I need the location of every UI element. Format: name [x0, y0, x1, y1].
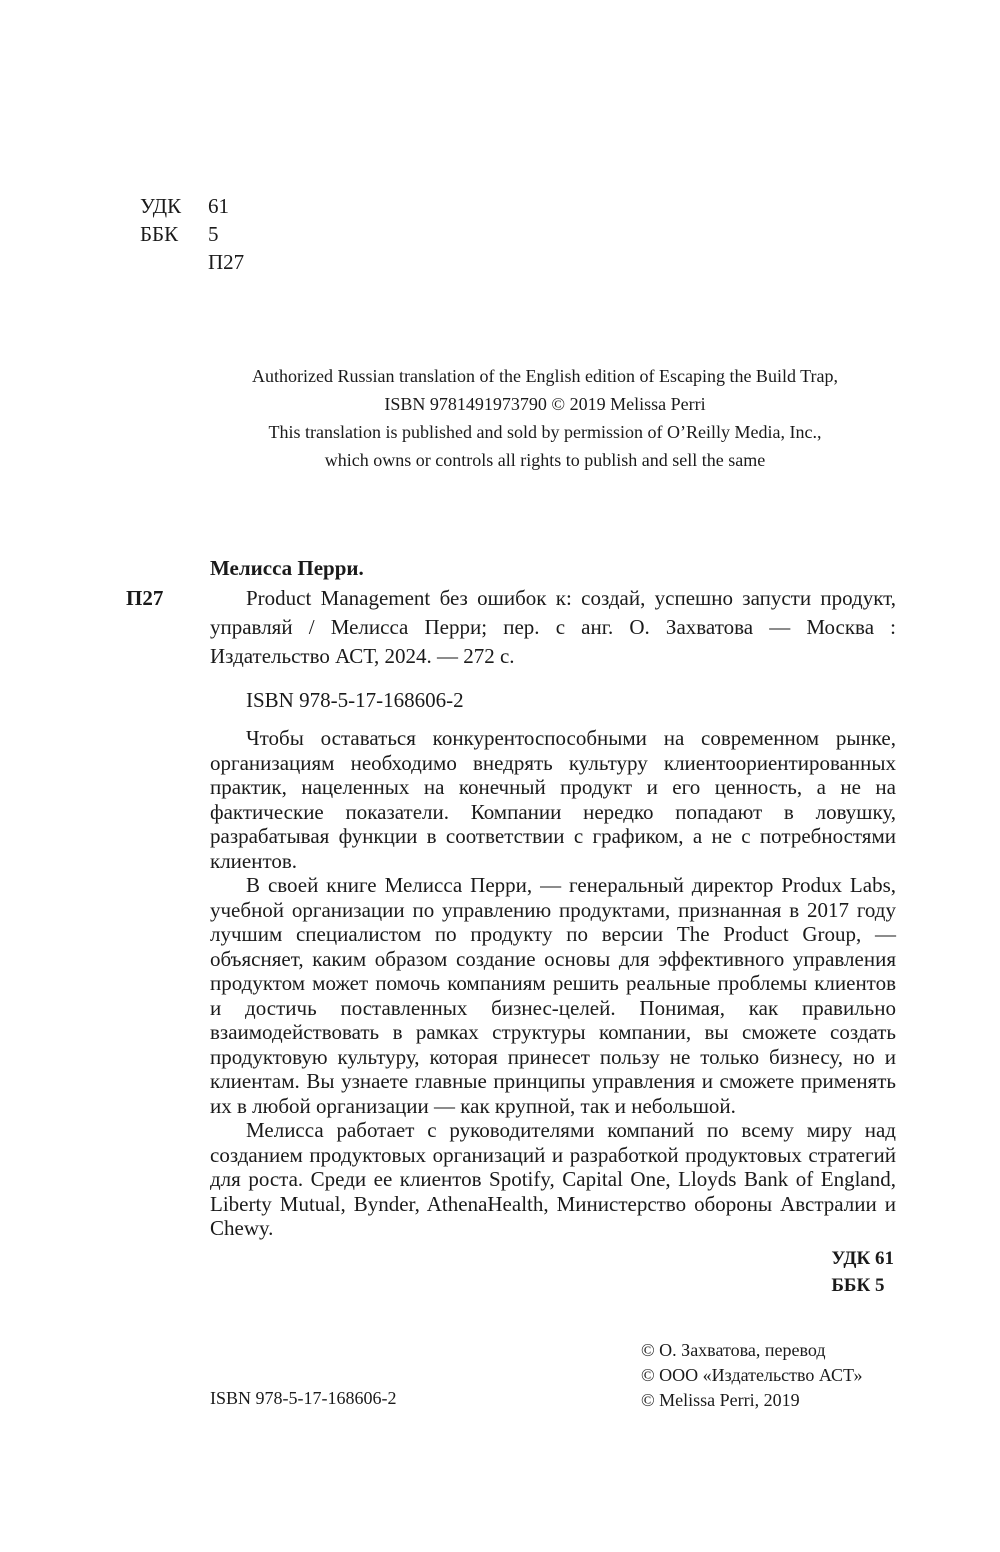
entry-title: Product Management без ошибок к: создай, успешно запусти продукт, управляй / Мелисса Перри; пер. с анг. О. Захватова — Москва : Издательство АСТ, 2024. — 272 с.: [210, 586, 896, 668]
annotation-paragraph-1: Чтобы оставаться конкурентоспособными на современном рынке, организациям необходимо внедрять культуру клиентоориентированных практик, нацеленных на конечный продукт и его ценность, а не на фактические показатели. Компании нередко попадают в ловушку, разрабатывая функции в соответствии с графиком, а не с потребностями клиентов.: [210, 726, 896, 873]
copyright-block: [641, 1338, 863, 1413]
footer-udk: УДК 61: [831, 1248, 894, 1269]
annotation: [210, 726, 896, 1241]
bbk-value: 5: [208, 222, 219, 246]
bottom-isbn: ISBN 978-5-17-168606-2: [210, 1388, 397, 1408]
entry-isbn: ISBN 978-5-17-168606-2: [246, 688, 464, 712]
udk-value: 61: [208, 194, 229, 218]
author-code-row: [140, 248, 244, 276]
author-code: П27: [208, 250, 245, 274]
bbk-row: [140, 220, 244, 248]
footer-bbk: ББК 5: [831, 1275, 885, 1296]
annotation-paragraph-2: В своей книге Мелисса Перри, — генеральный директор Produx Labs, учебной организации по управлению продуктами, признанная в 2017 году лучшим специалистом по продукту по версии The Product Group, — объясняет, каким образом создание основы для эффективного управления продуктом может помочь компаниям решить реальные проблемы клиентов и достичь поставленных бизнес-целей. Понимая, как правильно взаимодействовать в рамках структуры компании, вы сможете создать продуктовую культуру, которая принесет пользу не только бизнесу, но и клиентам. Вы узнаете главные принципы управления и сможете применять их в любой организации — как крупной, так и небольшой.: [210, 873, 896, 1118]
copyright-author: © Melissa Perri, 2019: [641, 1390, 800, 1410]
udk-row: [140, 192, 244, 220]
license-line-3: This translation is published and sold by permission of O’Reilly Media, Inc.,: [268, 422, 822, 442]
udk-label: УДК: [140, 194, 182, 218]
bbk-label: ББК: [140, 222, 179, 246]
copyright-translator: © О. Захватова, перевод: [641, 1340, 826, 1360]
classification-block: [140, 192, 244, 276]
copyright-publisher: © ООО «Издательство АСТ»: [641, 1365, 863, 1385]
annotation-paragraph-3: Мелисса работает с руководителями компаний по всему миру над созданием продуктовых организаций и разработкой продуктовых стратегий для роста. Среди ее клиентов Spotify, Capital One, Lloyds Bank of England, Liberty Mutual, Bynder, AthenaHealth, Министерство обороны Австралии и Chewy.: [210, 1118, 896, 1240]
license-line-2: ISBN 9781491973790 © 2019 Melissa Perri: [384, 394, 706, 414]
license-line-4: which owns or controls all rights to publish and sell the same: [324, 450, 766, 470]
entry-author: Мелисса Перри.: [210, 556, 364, 580]
entry-code: П27: [126, 586, 164, 610]
footer-classification: [831, 1245, 894, 1299]
license-line-1: Authorized Russian translation of the English edition of Escaping the Build Trap,: [252, 366, 838, 386]
license-notice: [200, 362, 890, 474]
